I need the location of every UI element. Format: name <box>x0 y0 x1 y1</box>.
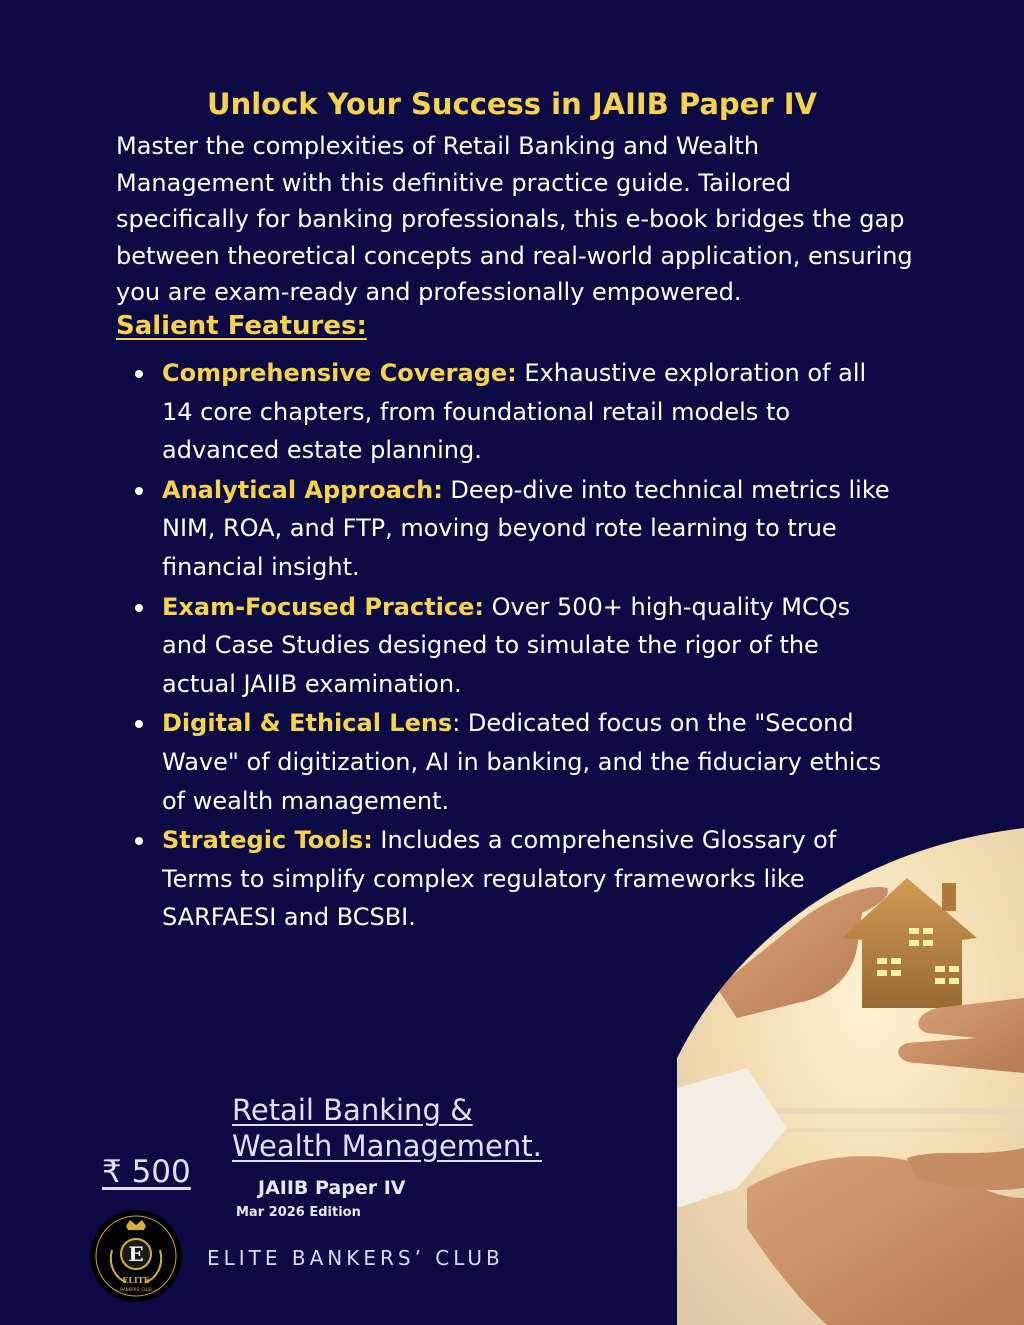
book-title-line: Retail Banking & <box>232 1093 473 1127</box>
club-logo <box>90 1210 182 1302</box>
feature-title: Digital & Ethical Lens <box>162 709 453 738</box>
hands-house-photo <box>677 828 1024 1325</box>
logo-text: ELITE <box>122 1275 150 1285</box>
bullet-icon <box>135 837 143 845</box>
paper-label: JAIIB Paper IV <box>258 1177 406 1199</box>
feature-text: Includes a comprehensive Glossary of Terms to simplify complex regulatory frameworks like SARFAESI and BCSBI. <box>162 826 837 932</box>
feature-title: Exam-Focused Practice: <box>162 592 485 621</box>
crest-icon <box>90 1210 182 1302</box>
book-title-line: Wealth Management. <box>232 1129 542 1163</box>
bullet-icon <box>135 370 143 378</box>
photo-illustration <box>677 828 1024 1325</box>
bullet-icon <box>135 604 143 612</box>
bullet-icon <box>135 487 143 495</box>
edition-label: Mar 2026 Edition <box>236 1205 361 1220</box>
feature-item <box>130 354 890 470</box>
feature-title: Comprehensive Coverage: <box>162 359 517 387</box>
feature-item <box>130 471 890 587</box>
headline: Unlock Your Success in JAIIB Paper IV <box>207 87 817 121</box>
logo-letter: E <box>128 1242 144 1266</box>
feature-item <box>130 588 890 704</box>
intro-paragraph: Master the complexities of Retail Banking and Wealth Management with this definitive practice guide. Tailored specifically for banking professionals, this e-book bridges the gap between theoretical concepts and real-world application, ensuring you are exam-ready and professionally empowered. <box>116 132 913 306</box>
club-name: ELITE BANKERS’ CLUB <box>207 1246 504 1270</box>
feature-text: Exhaustive exploration of all 14 core chapters, from foundational retail models to advanced estate planning. <box>162 359 867 465</box>
price[interactable]: ₹ 500 <box>102 1154 191 1190</box>
logo-subtext: BANKERS' CLUB <box>120 1287 152 1292</box>
feature-title: Strategic Tools: <box>162 826 373 855</box>
feature-text: Over 500+ high-quality MCQs and Case Studies designed to simulate the rigor of the actual JAIIB examination. <box>162 592 851 698</box>
feature-item <box>130 704 890 820</box>
feature-text: : Dedicated focus on the "Second Wave" of digitization, AI in banking, and the fiduciary ethics of wealth management. <box>162 709 882 815</box>
book-title[interactable] <box>232 1092 542 1164</box>
feature-text: Deep-dive into technical metrics like NIM, ROA, and FTP, moving beyond rote learning to true financial insight. <box>162 475 890 581</box>
feature-title: Analytical Approach: <box>162 475 443 504</box>
features-heading: Salient Features: <box>116 311 367 341</box>
bullet-icon <box>135 720 143 728</box>
